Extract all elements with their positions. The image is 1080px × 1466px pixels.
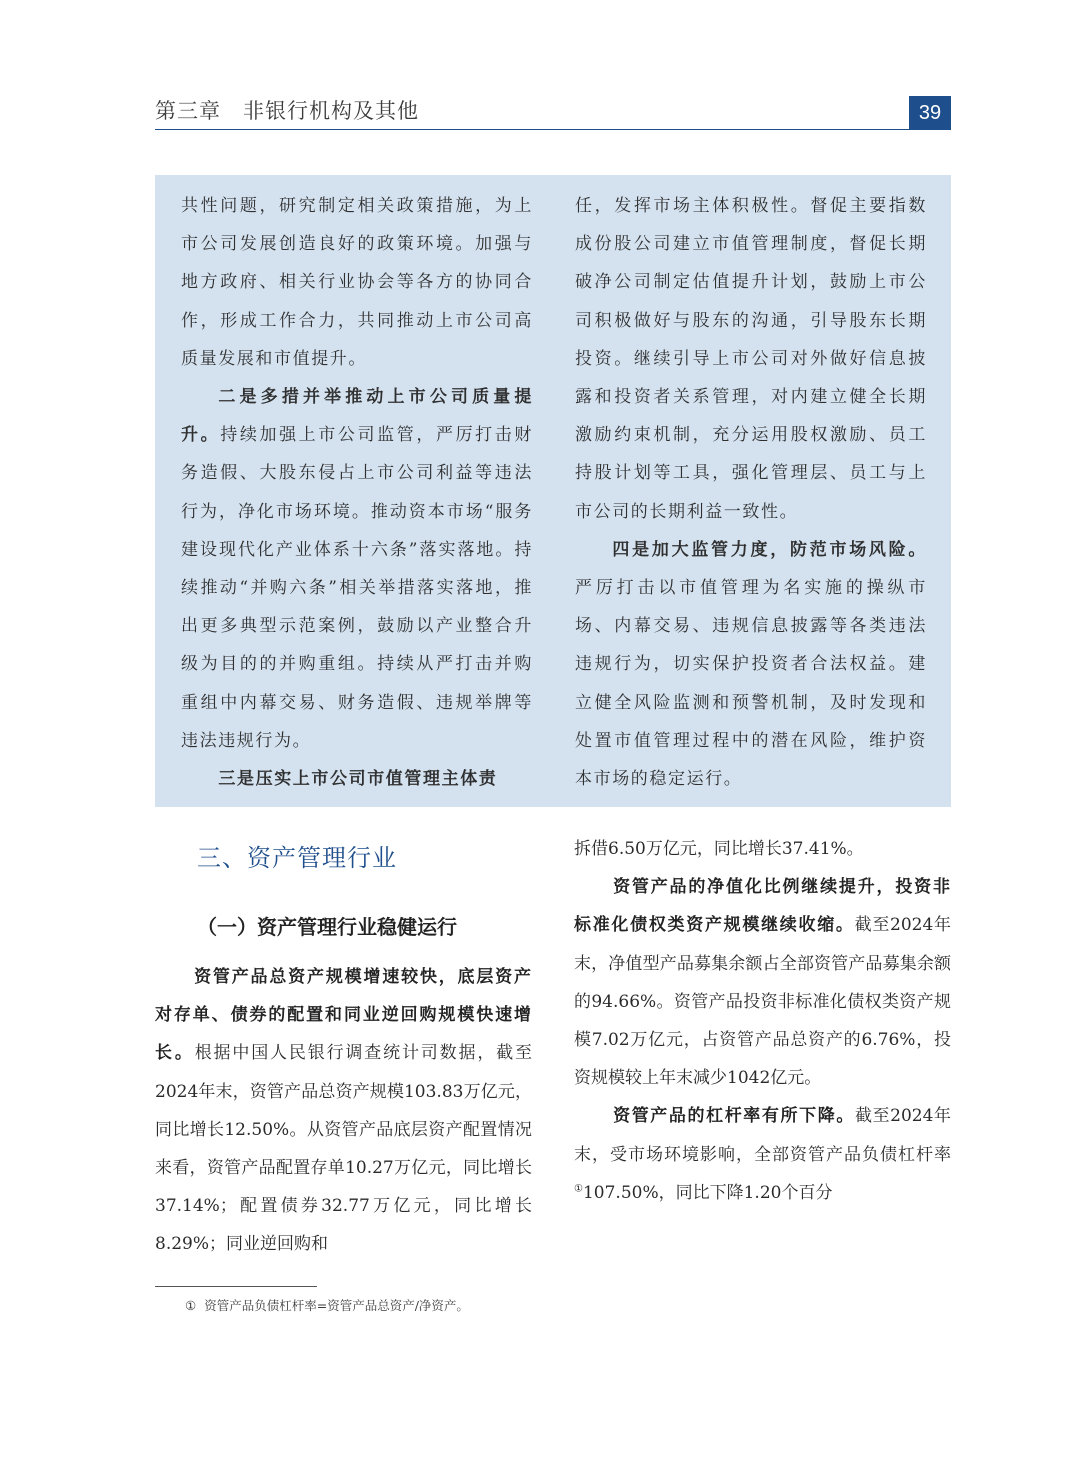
body-paragraph (574, 830, 951, 868)
box-paragraph-text: 共性问题，研究制定相关政策措施，为上市公司发展创造良好的政策环境。加强与地方政府、相关行业协会等各方的协同合作，形成工作合力，共同推动上市公司高质量发展和市值提升。 (181, 196, 533, 369)
body-paragraph (574, 868, 951, 1097)
body-paragraph (155, 958, 532, 1264)
box-paragraph-lead: 二是多措并举推动上市公司质量提升。 (181, 387, 533, 446)
subsection-heading: （一）资产管理行业稳健运行 (197, 915, 457, 939)
paragraph-text: 根据中国人民银行调查统计司数据，截至2024年末，资管产品总资产规模103.83万亿元，同比增长12.50%。从资管产品底层资产配置情况来看，资管产品配置存单10.27万亿元，同比增长37.14%；配置债券32.77万亿元，同比增长8.29%；同业逆回购和 (155, 1043, 533, 1255)
box-paragraph (181, 760, 533, 798)
body-right-column (574, 830, 951, 1212)
body-paragraph (574, 1097, 951, 1212)
footnote (185, 1296, 885, 1316)
paragraph-text: 拆借6.50万亿元，同比增长37.41%。 (574, 839, 864, 859)
box-paragraph (181, 378, 533, 760)
paragraph-text: 截至2024年末，受市场环境影响，全部资管产品负债杠杆率 (574, 1106, 952, 1165)
box-paragraph-lead: 三是压实上市公司市值管理主体责 (218, 769, 498, 790)
box-paragraph-lead: 四是加大监管力度，防范市场风险。 (612, 539, 927, 560)
paragraph-lead: 资管产品的净值化比例继续提升，投资非标准化债权类资产规模继续收缩。 (574, 877, 951, 936)
footnote-mark: ① (185, 1298, 197, 1313)
page-number: 39 (909, 96, 951, 130)
box-left-column (181, 187, 533, 798)
header-divider (155, 129, 951, 130)
highlight-box (155, 175, 951, 807)
box-paragraph-text: 持续加强上市公司监管，严厉打击财务造假、大股东侵占上市公司利益等违法行为，净化市场环境。推动资本市场“服务建设现代化产业体系十六条”落实落地。持续推动“并购六条”相关举措落实落地，推出更多典型示范案例，鼓励以产业整合升级为目的的并购重组。持续从严打击并购重组中内幕交易、财务造假、违规举牌等违法违规行为。 (181, 425, 533, 751)
box-paragraph-text: 任，发挥市场主体积极性。督促主要指数成份股公司建立市值管理制度，督促长期破净公司制定估值提升计划，鼓励上市公司积极做好与股东的沟通，引导股东长期投资。继续引导上市公司对外做好信息披露和投资者关系管理，对内建立健全长期激励约束机制，充分运用股权激励、员工持股计划等工具，强化管理层、员工与上市公司的长期利益一致性。 (575, 196, 927, 522)
running-header (155, 96, 951, 130)
paragraph-lead: 资管产品总资产规模增速较快，底层资产对存单、债券的配置和同业逆回购规模快速增长。 (155, 967, 532, 1064)
paragraph-lead: 资管产品的杠杆率有所下降。 (613, 1106, 855, 1127)
body-left-column (155, 830, 532, 1264)
footnote-reference[interactable]: ① (574, 1183, 583, 1195)
box-paragraph-text: 严厉打击以市值管理为名实施的操纵市场、内幕交易、违规信息披露等各类违法违规行为，切实保护投资者合法权益。建立健全风险监测和预警机制，及时发现和处置市值管理过程中的潜在风险，维护资本市场的稳定运行。 (575, 578, 927, 790)
box-paragraph (575, 187, 927, 531)
footnote-text: 资管产品负债杠杆率=资管产品总资产/净资产。 (204, 1298, 469, 1313)
chapter-title: 第三章 非银行机构及其他 (155, 99, 419, 123)
section-heading: 三、资产管理行业 (197, 844, 397, 872)
box-paragraph (575, 531, 927, 798)
paragraph-text: 截至2024年末，净值型产品募集余额占全部资管产品募集余额的94.66%。资管产品投资非标准化债权类资产规模7.02万亿元，占资管产品总资产的6.76%，投资规模较上年末减少1042亿元。 (574, 915, 952, 1089)
box-paragraph (181, 187, 533, 378)
box-right-column (575, 187, 927, 798)
footnote-divider (155, 1286, 317, 1287)
paragraph-text: 107.50%，同比下降1.20个百分 (582, 1182, 833, 1203)
